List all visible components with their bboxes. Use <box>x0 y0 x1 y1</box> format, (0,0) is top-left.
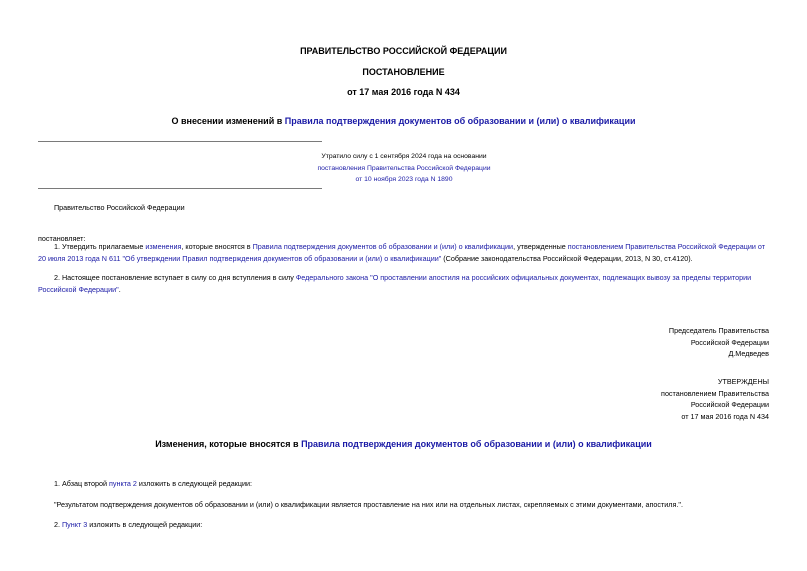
preamble: Правительство Российской Федерации <box>54 203 185 212</box>
changes-title-prefix: Изменения, которые вносятся в <box>155 439 302 449</box>
decrees-label: постановляет: <box>38 234 86 243</box>
divider-top <box>38 141 322 142</box>
repeal-decree-link[interactable]: постановления Правительства Российской Федерации <box>317 164 491 172</box>
change-quote: "Результатом подтверждения документов об образовании и (или) о квалификации является проставление на них или на отдельных листах, скрепляемых с этими документами, апостиля.". <box>54 500 683 509</box>
approval-label: УТВЕРЖДЕНЫ <box>717 377 769 386</box>
signature-title: Председатель Правительства <box>668 326 769 335</box>
org-heading: ПРАВИТЕЛЬСТВО РОССИЙСКОЙ ФЕДЕРАЦИИ <box>300 46 507 56</box>
repeal-notice-line: Утратило силу с 1 сентября 2024 года на основании <box>321 153 487 160</box>
change-item-1 <box>54 478 252 490</box>
p1-text-a: 1. Утвердить прилагаемые <box>54 242 146 251</box>
doc-type-heading: ПОСТАНОВЛЕНИЕ <box>362 67 445 77</box>
rules-link-changes[interactable]: Правила подтверждения документов об образовании и (или) о квалификации <box>301 439 652 449</box>
doc-date-number: от 17 мая 2016 года N 434 <box>347 87 460 97</box>
approval-block <box>560 376 769 422</box>
repeal-decree-date-link[interactable]: от 10 ноября 2023 года N 1890 <box>355 176 453 183</box>
clause-3-link[interactable]: Пункт 3 <box>62 520 88 529</box>
item2-text-a: 2. <box>54 520 62 529</box>
p1-text-b: , которые вносятся в <box>181 242 253 251</box>
rules-link-p1[interactable]: Правила подтверждения документов об образовании и (или) о квалификации <box>252 242 514 251</box>
doc-title <box>0 116 807 126</box>
signature-name: Д.Медведев <box>728 349 769 358</box>
item1-text-a: 1. Абзац второй <box>54 479 110 488</box>
p2-text-a: 2. Настоящее постановление вступает в силу со дня вступления в силу <box>54 273 296 282</box>
signature-org: Российской Федерации <box>690 337 769 347</box>
doc-title-prefix: О внесении изменений в <box>171 116 285 126</box>
item2-text-b: изложить в следующей редакции: <box>87 520 203 529</box>
decree-611-link[interactable]: постановлением Правительства Российской Федерации от 20 июля 2013 года N 611 "Об утверждении Правил подтверждения документов об образовании и (или) о квалификации" <box>38 242 766 263</box>
approval-decree: постановлением Правительства <box>661 388 769 398</box>
approval-org: Российской Федерации <box>690 400 769 409</box>
changes-title <box>0 439 807 449</box>
paragraph-1 <box>38 241 769 264</box>
paragraph-2 <box>38 272 769 295</box>
approval-date: от 17 мая 2016 года N 434 <box>681 411 769 421</box>
signature-block <box>560 325 769 360</box>
changes-link[interactable]: изменения <box>145 242 182 251</box>
clause-2-link[interactable]: пункта 2 <box>109 479 137 488</box>
rules-link[interactable]: Правила подтверждения документов об образовании и (или) о квалификации <box>284 116 636 126</box>
change-item-2 <box>54 519 202 531</box>
p2-text-b: . <box>118 284 121 294</box>
federal-law-link[interactable]: Федерального закона "О проставлении апостиля на российских официальных документах, подлежащих вывозу за пределы территории Российской Федерации" <box>38 273 752 294</box>
p1-text-d: (Собрание законодательства Российской Федерации, 2013, N 30, ст.4120). <box>441 253 693 263</box>
repeal-notice <box>280 151 528 186</box>
divider-bottom <box>38 188 322 189</box>
p1-text-c: , утвержденные <box>513 242 568 251</box>
item1-text-b: изложить в следующей редакции: <box>136 479 252 488</box>
